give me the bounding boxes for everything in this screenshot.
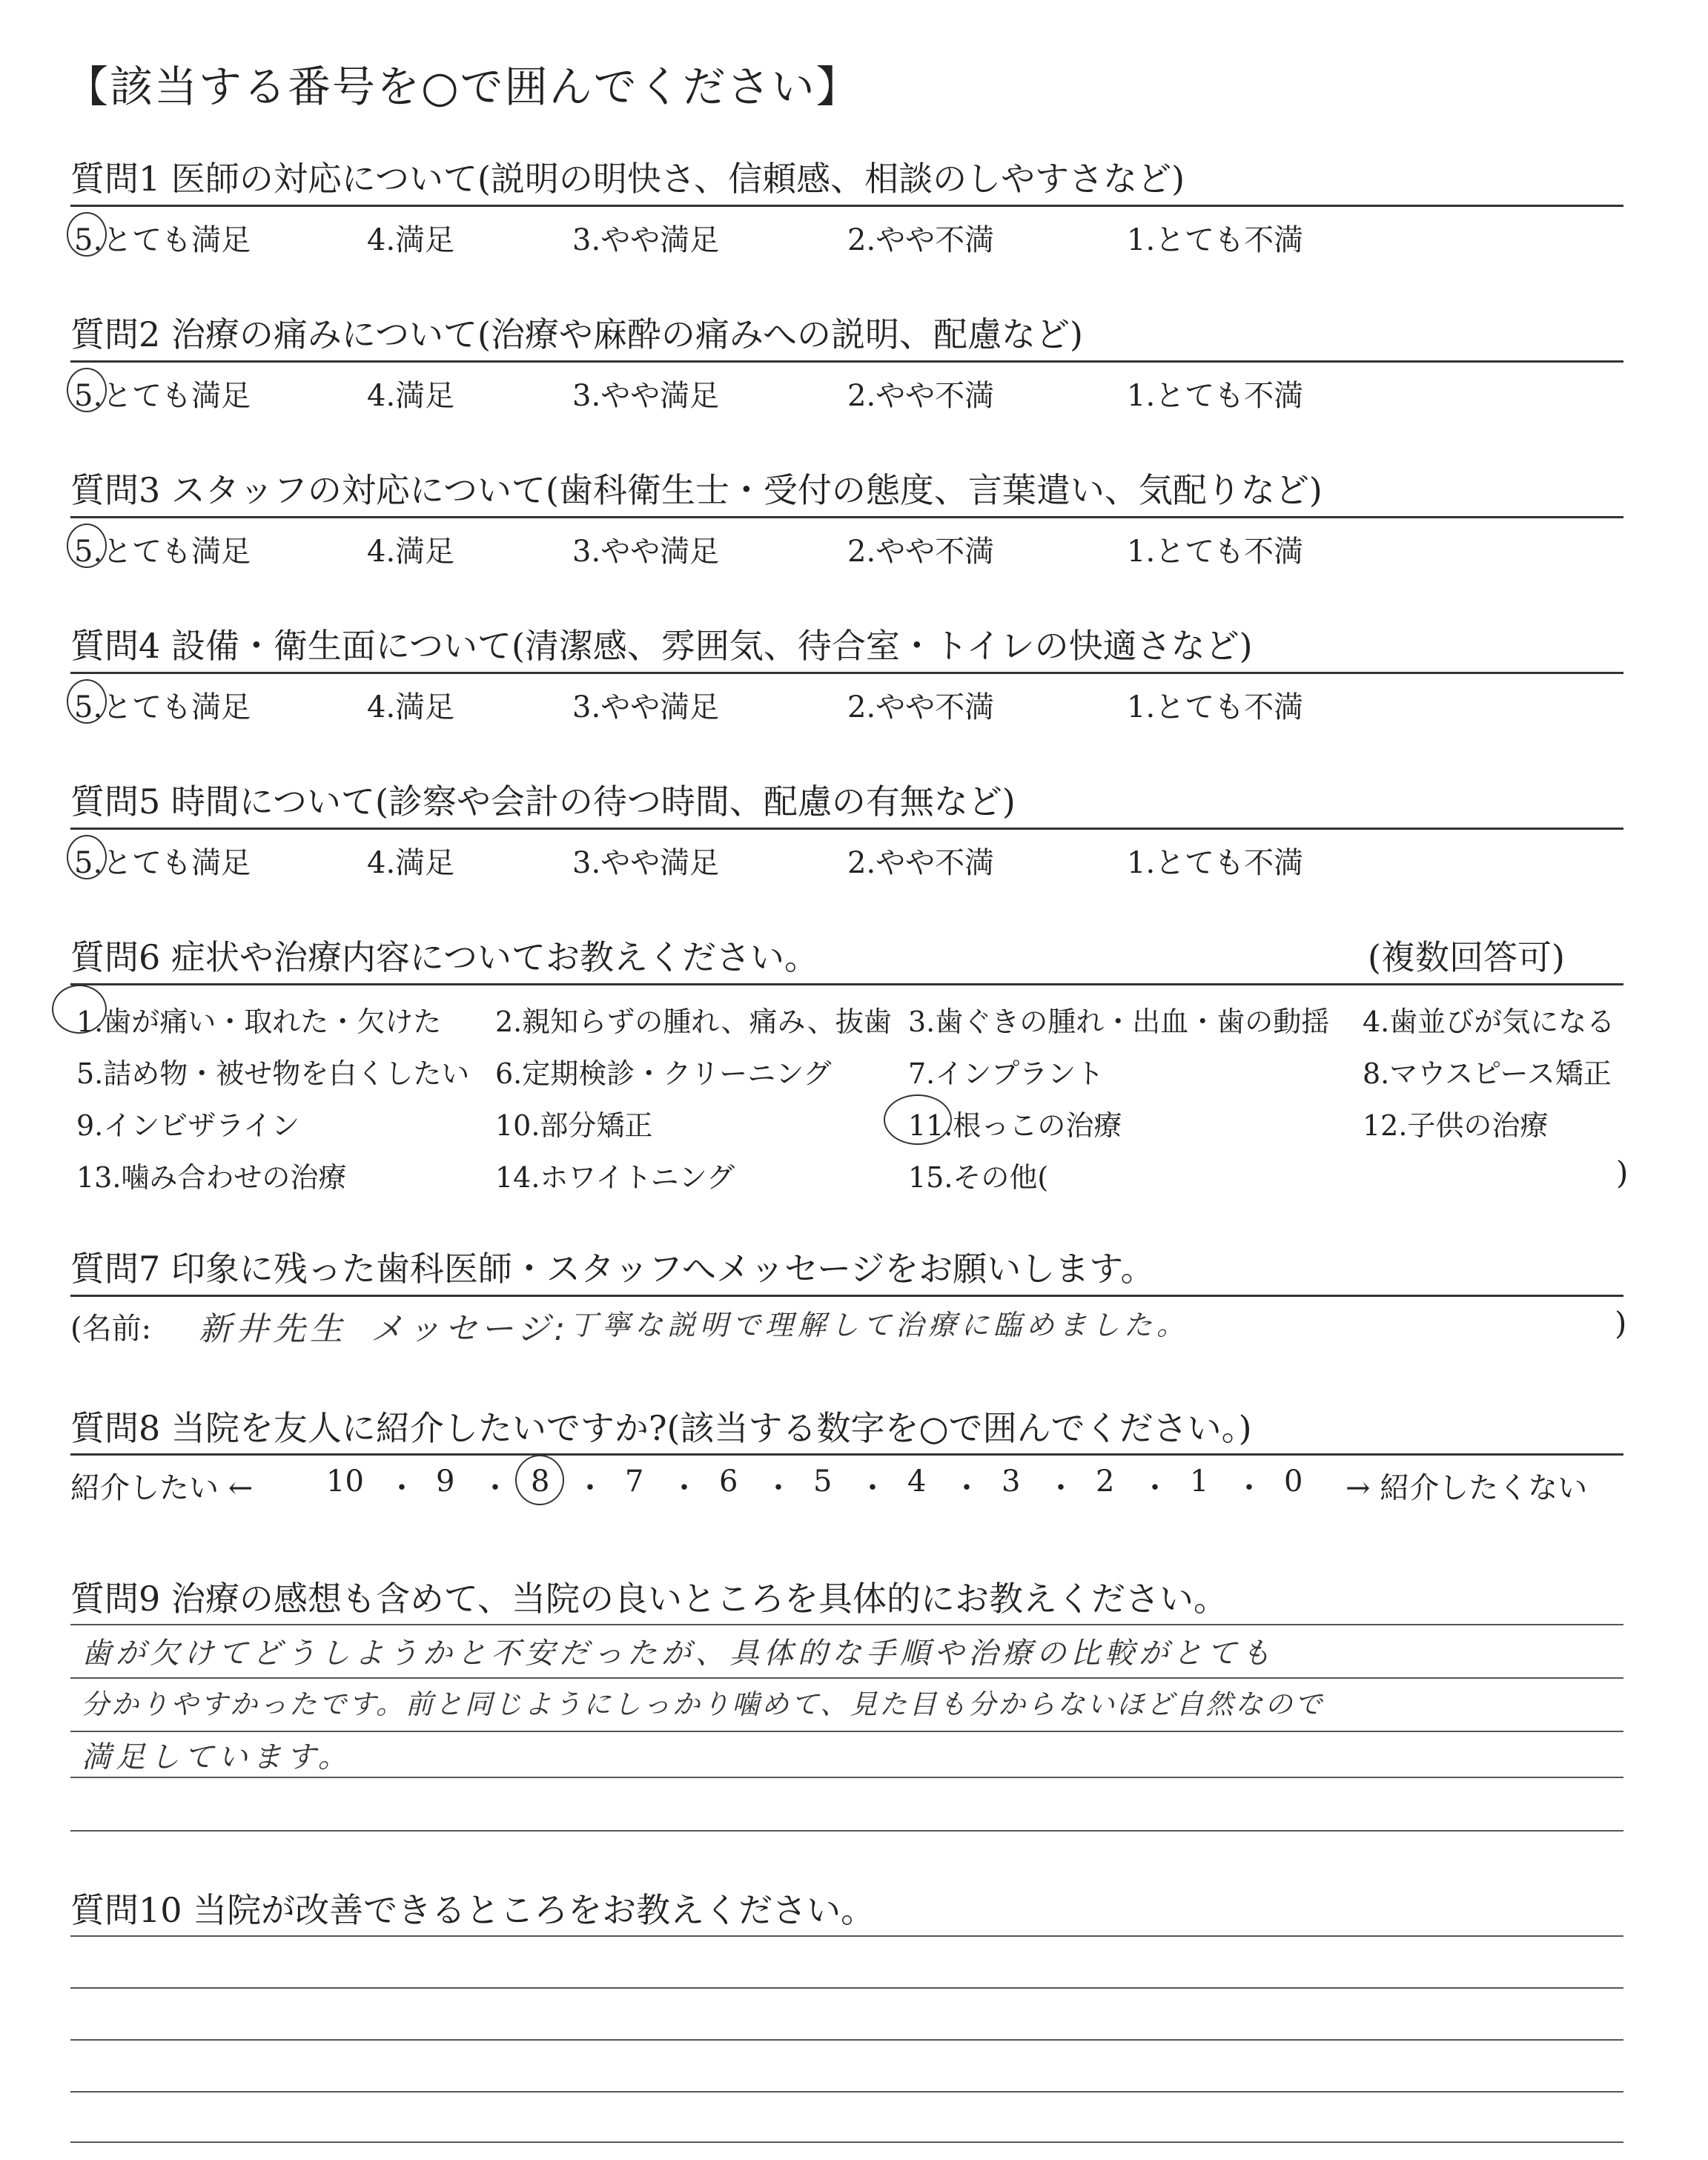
q6-option-1[interactable]: 1.歯が痛い・取れた・欠けた <box>76 1005 442 1038</box>
q9-answer-line-3[interactable]: 満足しています。 <box>82 1740 352 1774</box>
q6-other-close-paren: ) <box>1616 1155 1629 1191</box>
q8-scale-2[interactable]: 2 <box>1096 1464 1115 1499</box>
q1-option-3[interactable]: 3.やや満足 <box>572 223 720 257</box>
q9-writing-line <box>70 1777 1623 1778</box>
form-header: 【該当する番号を○で囲んでください】 <box>65 62 861 112</box>
q8-selected-circle <box>515 1455 564 1505</box>
q8-dot: ・ <box>1046 1471 1076 1505</box>
q4-rule <box>70 672 1623 674</box>
q6-option-7[interactable]: 7.インプラント <box>908 1057 1105 1090</box>
q6-option-11[interactable]: 11.根っこの治療 <box>908 1109 1122 1142</box>
q8-right-label: → 紹介したくない <box>1345 1471 1588 1505</box>
q3-option-3[interactable]: 3.やや満足 <box>572 535 720 569</box>
q8-scale-3[interactable]: 3 <box>1002 1464 1021 1499</box>
q8-rule <box>70 1453 1623 1456</box>
q8-scale-0[interactable]: 0 <box>1284 1464 1303 1499</box>
q1-option-4[interactable]: 4.満足 <box>367 223 455 257</box>
q3-selected-circle <box>67 524 107 568</box>
q2-rule <box>70 360 1623 363</box>
q1-title: 質問1 医師の対応について(説明の明快さ、信頼感、相談のしやすさなど) <box>70 159 1185 199</box>
q8-dot: ・ <box>1140 1471 1170 1505</box>
q4-option-1[interactable]: 1.とても不満 <box>1127 690 1304 724</box>
q2-title: 質問2 治療の痛みについて(治療や麻酔の痛みへの説明、配慮など) <box>70 314 1083 354</box>
q5-title: 質問5 時間について(診察や会計の待つ時間、配慮の有無など) <box>70 782 1016 822</box>
q7-message-value[interactable]: 丁寧な説明で理解して治療に臨めました。 <box>569 1309 1190 1341</box>
q8-scale-5[interactable]: 5 <box>813 1464 833 1499</box>
q9-writing-line <box>70 1624 1623 1625</box>
q1-selected-circle <box>67 212 107 257</box>
q9-answer-line-1[interactable]: 歯が欠けてどうしようかと不安だったが、具体的な手順や治療の比較がとても <box>82 1636 1275 1671</box>
q3-option-2[interactable]: 2.やや不満 <box>847 535 995 569</box>
q9-writing-line <box>70 1677 1623 1679</box>
q6-selected-circle-1 <box>52 985 107 1034</box>
q6-option-6[interactable]: 6.定期検診・クリーニング <box>495 1057 832 1090</box>
q8-dot: ・ <box>480 1471 510 1505</box>
q9-answer-line-2[interactable]: 分かりやすかったです。前と同じようにしっかり噛めて、見た目も分からないほど自然なので <box>82 1688 1325 1720</box>
q8-dot: ・ <box>1234 1471 1264 1505</box>
q8-scale-8[interactable]: 8 <box>531 1464 550 1499</box>
q7-rule <box>70 1295 1623 1297</box>
q3-option-5[interactable]: 5.とても満足 <box>74 535 251 569</box>
q5-option-1[interactable]: 1.とても不満 <box>1127 846 1304 880</box>
q8-left-label: 紹介したい ← <box>70 1471 254 1505</box>
q8-dot: ・ <box>387 1471 417 1505</box>
q6-option-14[interactable]: 14.ホワイトニング <box>495 1161 735 1194</box>
q10-writing-line <box>70 1987 1623 1989</box>
q4-option-5[interactable]: 5.とても満足 <box>74 690 251 724</box>
q5-option-5[interactable]: 5.とても満足 <box>74 846 251 880</box>
q6-option-4[interactable]: 4.歯並びが気になる <box>1363 1005 1615 1038</box>
q3-rule <box>70 516 1623 518</box>
q6-option-10[interactable]: 10.部分矯正 <box>495 1109 653 1142</box>
q5-rule <box>70 828 1623 830</box>
q8-dot: ・ <box>575 1471 605 1505</box>
q4-option-2[interactable]: 2.やや不満 <box>847 690 995 724</box>
q6-option-5[interactable]: 5.詰め物・被せ物を白くしたい <box>76 1057 470 1090</box>
q8-scale-7[interactable]: 7 <box>625 1464 644 1499</box>
q1-option-2[interactable]: 2.やや不満 <box>847 223 995 257</box>
q5-option-3[interactable]: 3.やや満足 <box>572 846 720 880</box>
q8-dot: ・ <box>952 1471 982 1505</box>
q8-dot: ・ <box>669 1471 699 1505</box>
q4-option-4[interactable]: 4.満足 <box>367 690 455 724</box>
q4-title: 質問4 設備・衛生面について(清潔感、雰囲気、待合室・トイレの快適さなど) <box>70 626 1253 666</box>
q5-option-4[interactable]: 4.満足 <box>367 846 455 880</box>
q6-option-12[interactable]: 12.子供の治療 <box>1363 1109 1549 1142</box>
q10-writing-line <box>70 2141 1623 2143</box>
q3-title: 質問3 スタッフの対応について(歯科衛生士・受付の態度、言葉遣い、気配りなど) <box>70 470 1323 510</box>
q6-option-2[interactable]: 2.親知らずの腫れ、痛み、抜歯 <box>495 1005 892 1038</box>
q3-option-1[interactable]: 1.とても不満 <box>1127 535 1304 569</box>
q10-writing-line <box>70 2091 1623 2093</box>
q8-scale-10[interactable]: 10 <box>326 1464 364 1499</box>
q9-writing-line <box>70 1731 1623 1732</box>
q10-writing-line <box>70 1935 1623 1937</box>
q6-option-8[interactable]: 8.マウスピース矯正 <box>1363 1057 1612 1090</box>
q8-scale-1[interactable]: 1 <box>1190 1464 1209 1499</box>
q8-dot: ・ <box>764 1471 793 1505</box>
q8-scale-9[interactable]: 9 <box>436 1464 455 1499</box>
q2-option-2[interactable]: 2.やや不満 <box>847 379 995 413</box>
q2-option-3[interactable]: 3.やや満足 <box>572 379 720 413</box>
q6-option-13[interactable]: 13.噛み合わせの治療 <box>76 1161 347 1194</box>
q2-option-5[interactable]: 5.とても満足 <box>74 379 251 413</box>
q6-option-3[interactable]: 3.歯ぐきの腫れ・出血・歯の動揺 <box>908 1005 1330 1038</box>
q4-selected-circle <box>67 679 107 724</box>
q2-option-4[interactable]: 4.満足 <box>367 379 455 413</box>
q2-option-1[interactable]: 1.とても不満 <box>1127 379 1304 413</box>
q6-option-15[interactable]: 15.その他( <box>908 1161 1049 1194</box>
q1-option-5[interactable]: 5.とても満足 <box>74 223 251 257</box>
q5-option-2[interactable]: 2.やや不満 <box>847 846 995 880</box>
q10-writing-line <box>70 2039 1623 2041</box>
q8-scale-4[interactable]: 4 <box>907 1464 927 1499</box>
q1-option-1[interactable]: 1.とても不満 <box>1127 223 1304 257</box>
q6-title: 質問6 症状や治療内容についてお教えください。 <box>70 937 818 977</box>
q4-option-3[interactable]: 3.やや満足 <box>572 690 720 724</box>
q6-multiple-note: (複数回答可) <box>1368 937 1565 977</box>
q3-option-4[interactable]: 4.満足 <box>367 535 455 569</box>
q7-name-value[interactable]: 新井先生 <box>199 1310 347 1348</box>
q2-selected-circle <box>67 368 107 412</box>
q7-name-label: (名前: <box>70 1312 152 1346</box>
q1-rule <box>70 205 1623 207</box>
q8-dot: ・ <box>858 1471 887 1505</box>
q6-selected-circle-11 <box>884 1094 952 1145</box>
q10-title: 質問10 当院が改善できるところをお教えください。 <box>70 1890 875 1930</box>
q7-message-label: メッセージ: <box>371 1310 570 1348</box>
q8-scale-6[interactable]: 6 <box>719 1464 738 1499</box>
q6-rule <box>70 983 1623 985</box>
q5-selected-circle <box>67 835 107 879</box>
q9-title: 質問9 治療の感想も含めて、当院の良いところを具体的にお教えください。 <box>70 1579 1228 1619</box>
q6-option-9[interactable]: 9.インビザライン <box>76 1109 300 1142</box>
q7-close-paren: ) <box>1615 1305 1627 1341</box>
q7-title: 質問7 印象に残った歯科医師・スタッフへメッセージをお願いします。 <box>70 1249 1155 1289</box>
q8-title: 質問8 当院を友人に紹介したいですか?(該当する数字を○で囲んでください。) <box>70 1408 1252 1448</box>
q9-writing-line <box>70 1830 1623 1832</box>
